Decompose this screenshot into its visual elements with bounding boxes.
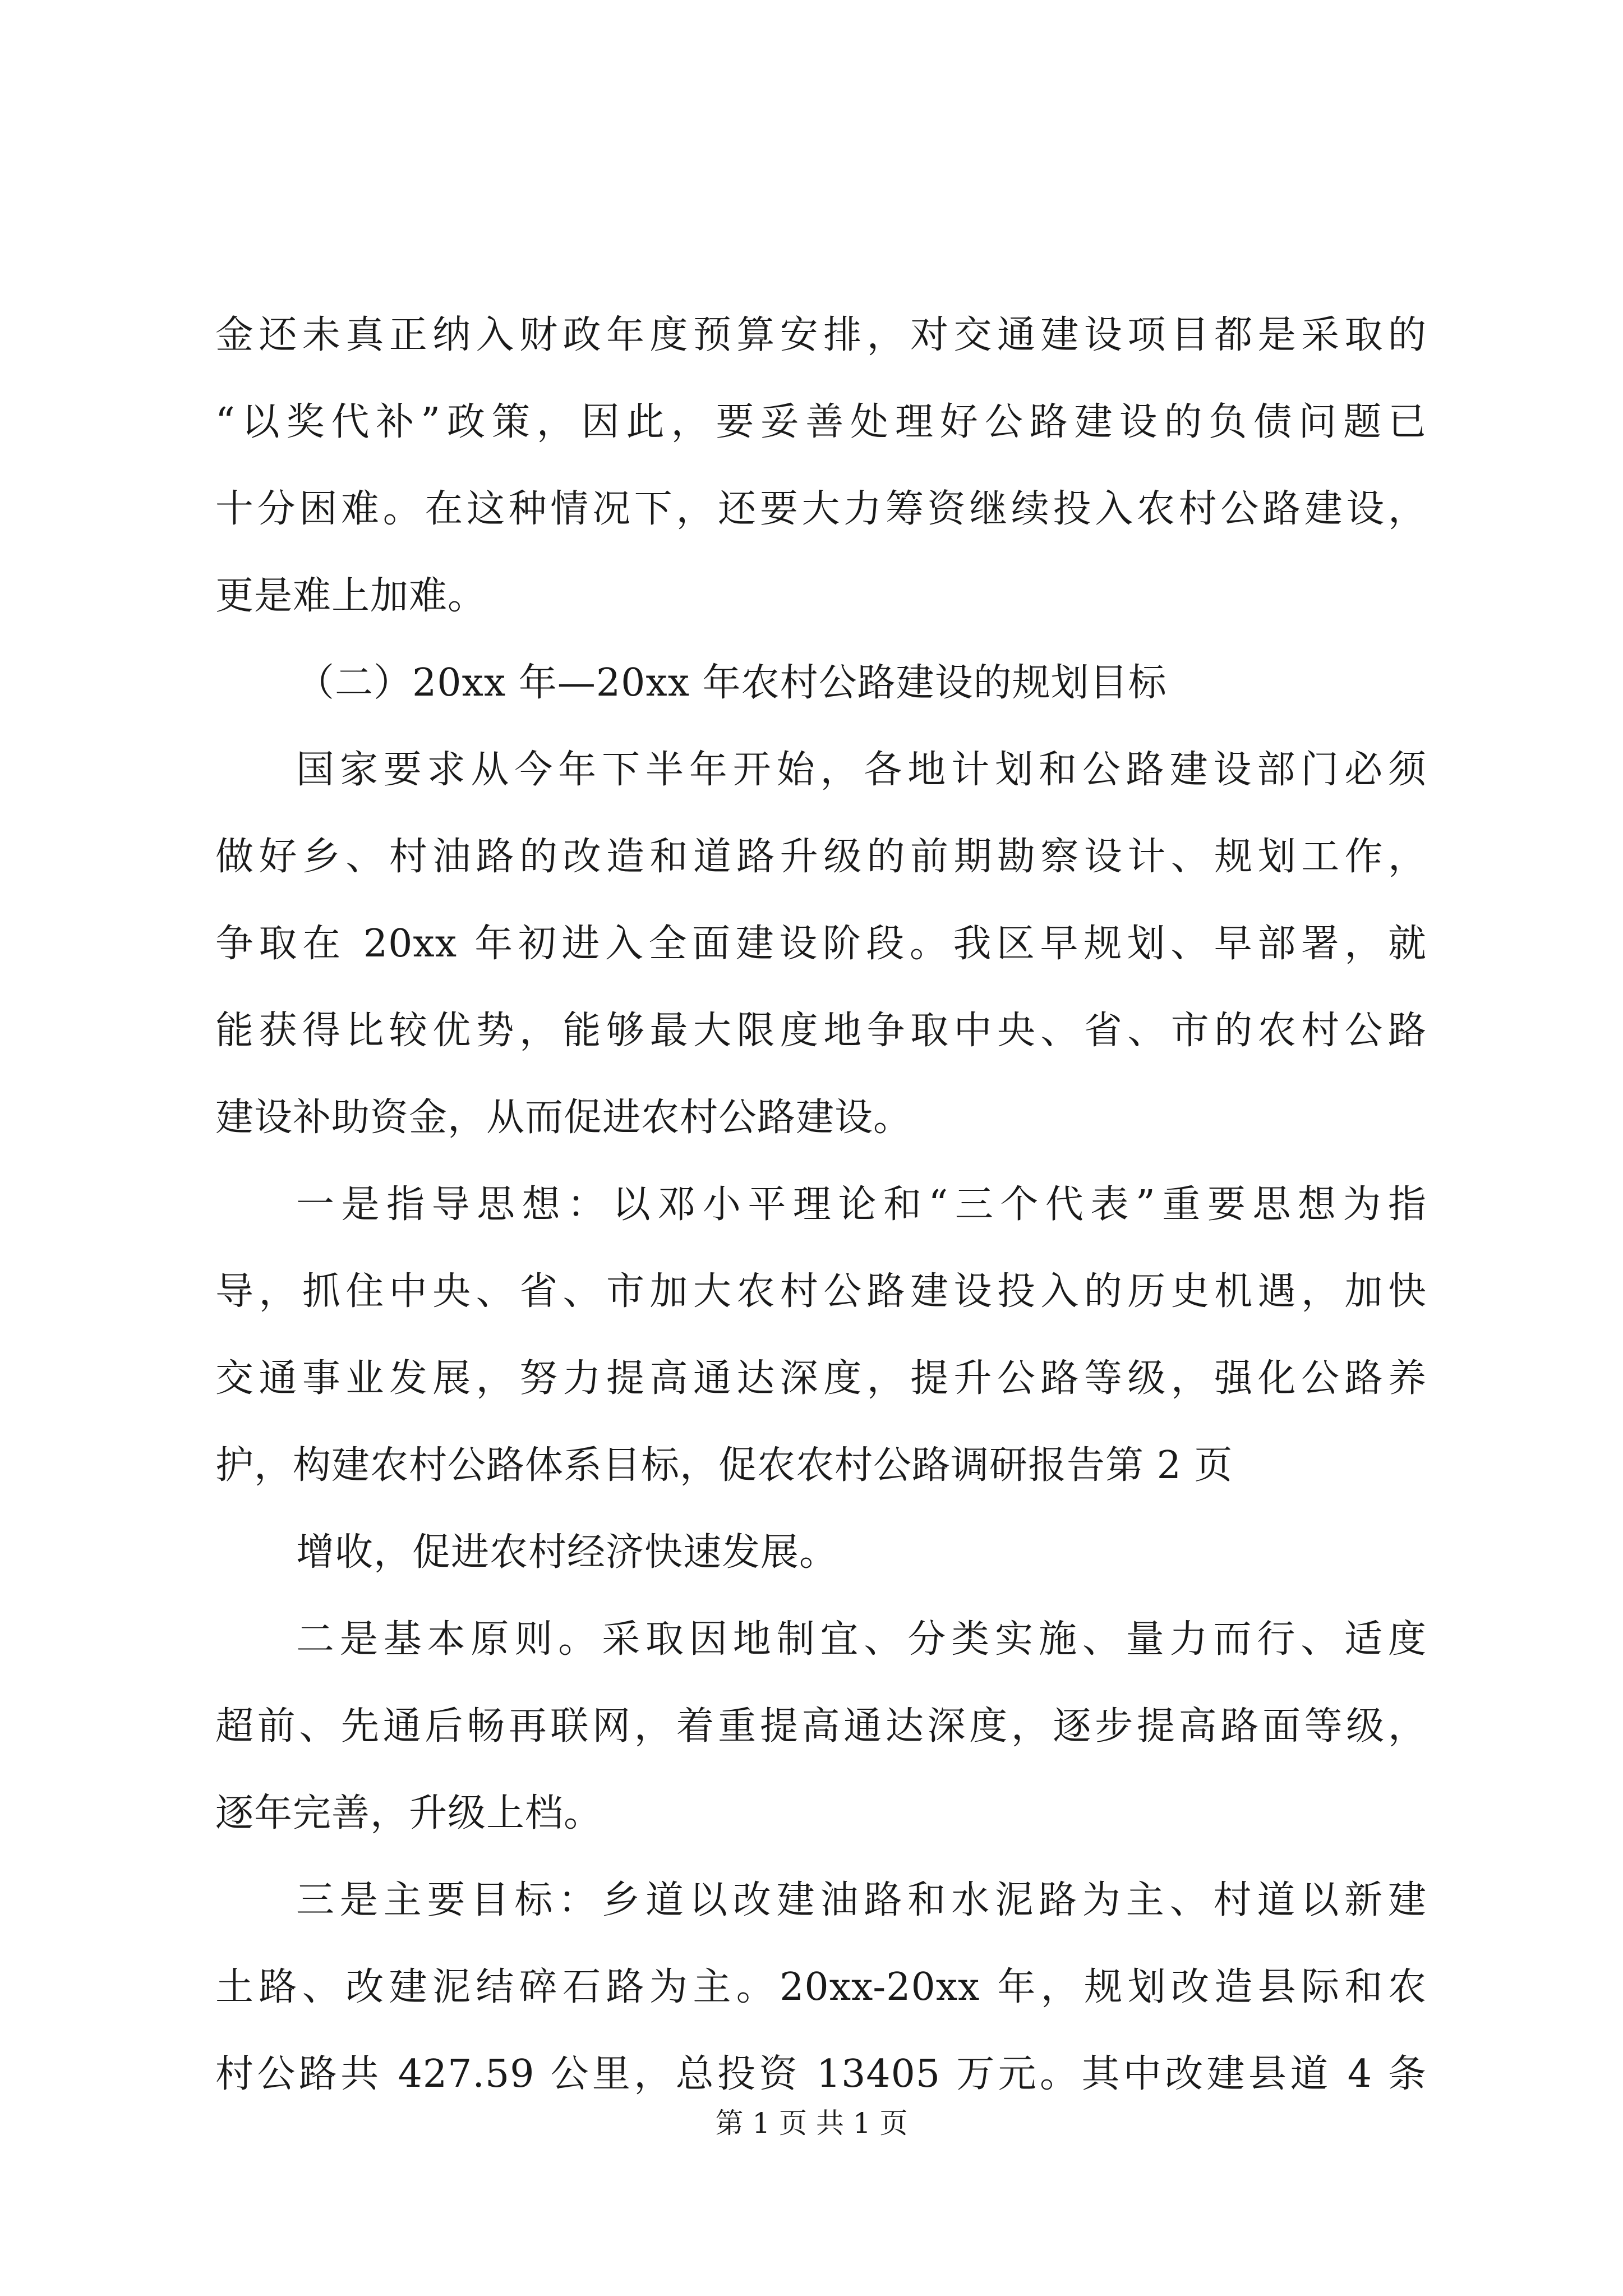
paragraph-first-line: 二是基本原则。采取因地制宜、分类实施、量力而行、适度 — [296, 1617, 1427, 1662]
text-line: 村公路共 427.59 公里，总投资 13405 万元。其中改建县道 4 条 — [215, 2052, 1427, 2096]
text-line: 更是难上加难。 — [215, 574, 487, 618]
text-line: 建设补助资金，从而促进农村公路建设。 — [215, 1096, 912, 1140]
text-line: 做好乡、村油路的改造和道路升级的前期勘察设计、规划工作， — [215, 835, 1427, 879]
text-line: 十分困难。在这种情况下，还要大力筹资继续投入农村公路建设， — [215, 487, 1427, 531]
text-line: 导，抓住中央、省、市加大农村公路建设投入的历史机遇，加快 — [215, 1269, 1427, 1314]
text-line: 逐年完善，升级上档。 — [215, 1791, 603, 1835]
text-line: 争取在 20xx 年初进入全面建设阶段。我区早规划、早部署，就 — [215, 922, 1427, 966]
paragraph-first-line: 国家要求从今年下半年开始，各地计划和公路建设部门必须 — [296, 748, 1427, 792]
text-line: 土路、改建泥结碎石路为主。20xx-20xx 年，规划改造县际和农 — [215, 1965, 1427, 2009]
section-heading: （二）20xx 年—20xx 年农村公路建设的规划目标 — [296, 661, 1167, 705]
paragraph-first-line: 增收，促进农村经济快速发展。 — [296, 1530, 838, 1575]
text-line: 护，构建农村公路体系目标，促农农村公路调研报告第 2 页 — [215, 1443, 1233, 1488]
text-line: 能获得比较优势，能够最大限度地争取中央、省、市的农村公路 — [215, 1009, 1427, 1053]
text-line: 金还未真正纳入财政年度预算安排，对交通建设项目都是采取的 — [215, 313, 1427, 357]
text-line: 超前、先通后畅再联网，着重提高通达深度，逐步提高路面等级， — [215, 1704, 1427, 1749]
paragraph-first-line: 三是主要目标：乡道以改建油路和水泥路为主、村道以新建 — [296, 1878, 1427, 1922]
text-line: 交通事业发展，努力提高通达深度，提升公路等级，强化公路养 — [215, 1356, 1427, 1401]
paragraph-first-line: 一是指导思想：以邓小平理论和“三个代表”重要思想为指 — [296, 1182, 1427, 1227]
document-body — [215, 292, 1427, 2118]
text-line: “以奖代补”政策，因此，要妥善处理好公路建设的负债问题已 — [215, 400, 1427, 444]
page-footer: 第 1 页 共 1 页 — [715, 2107, 908, 2139]
